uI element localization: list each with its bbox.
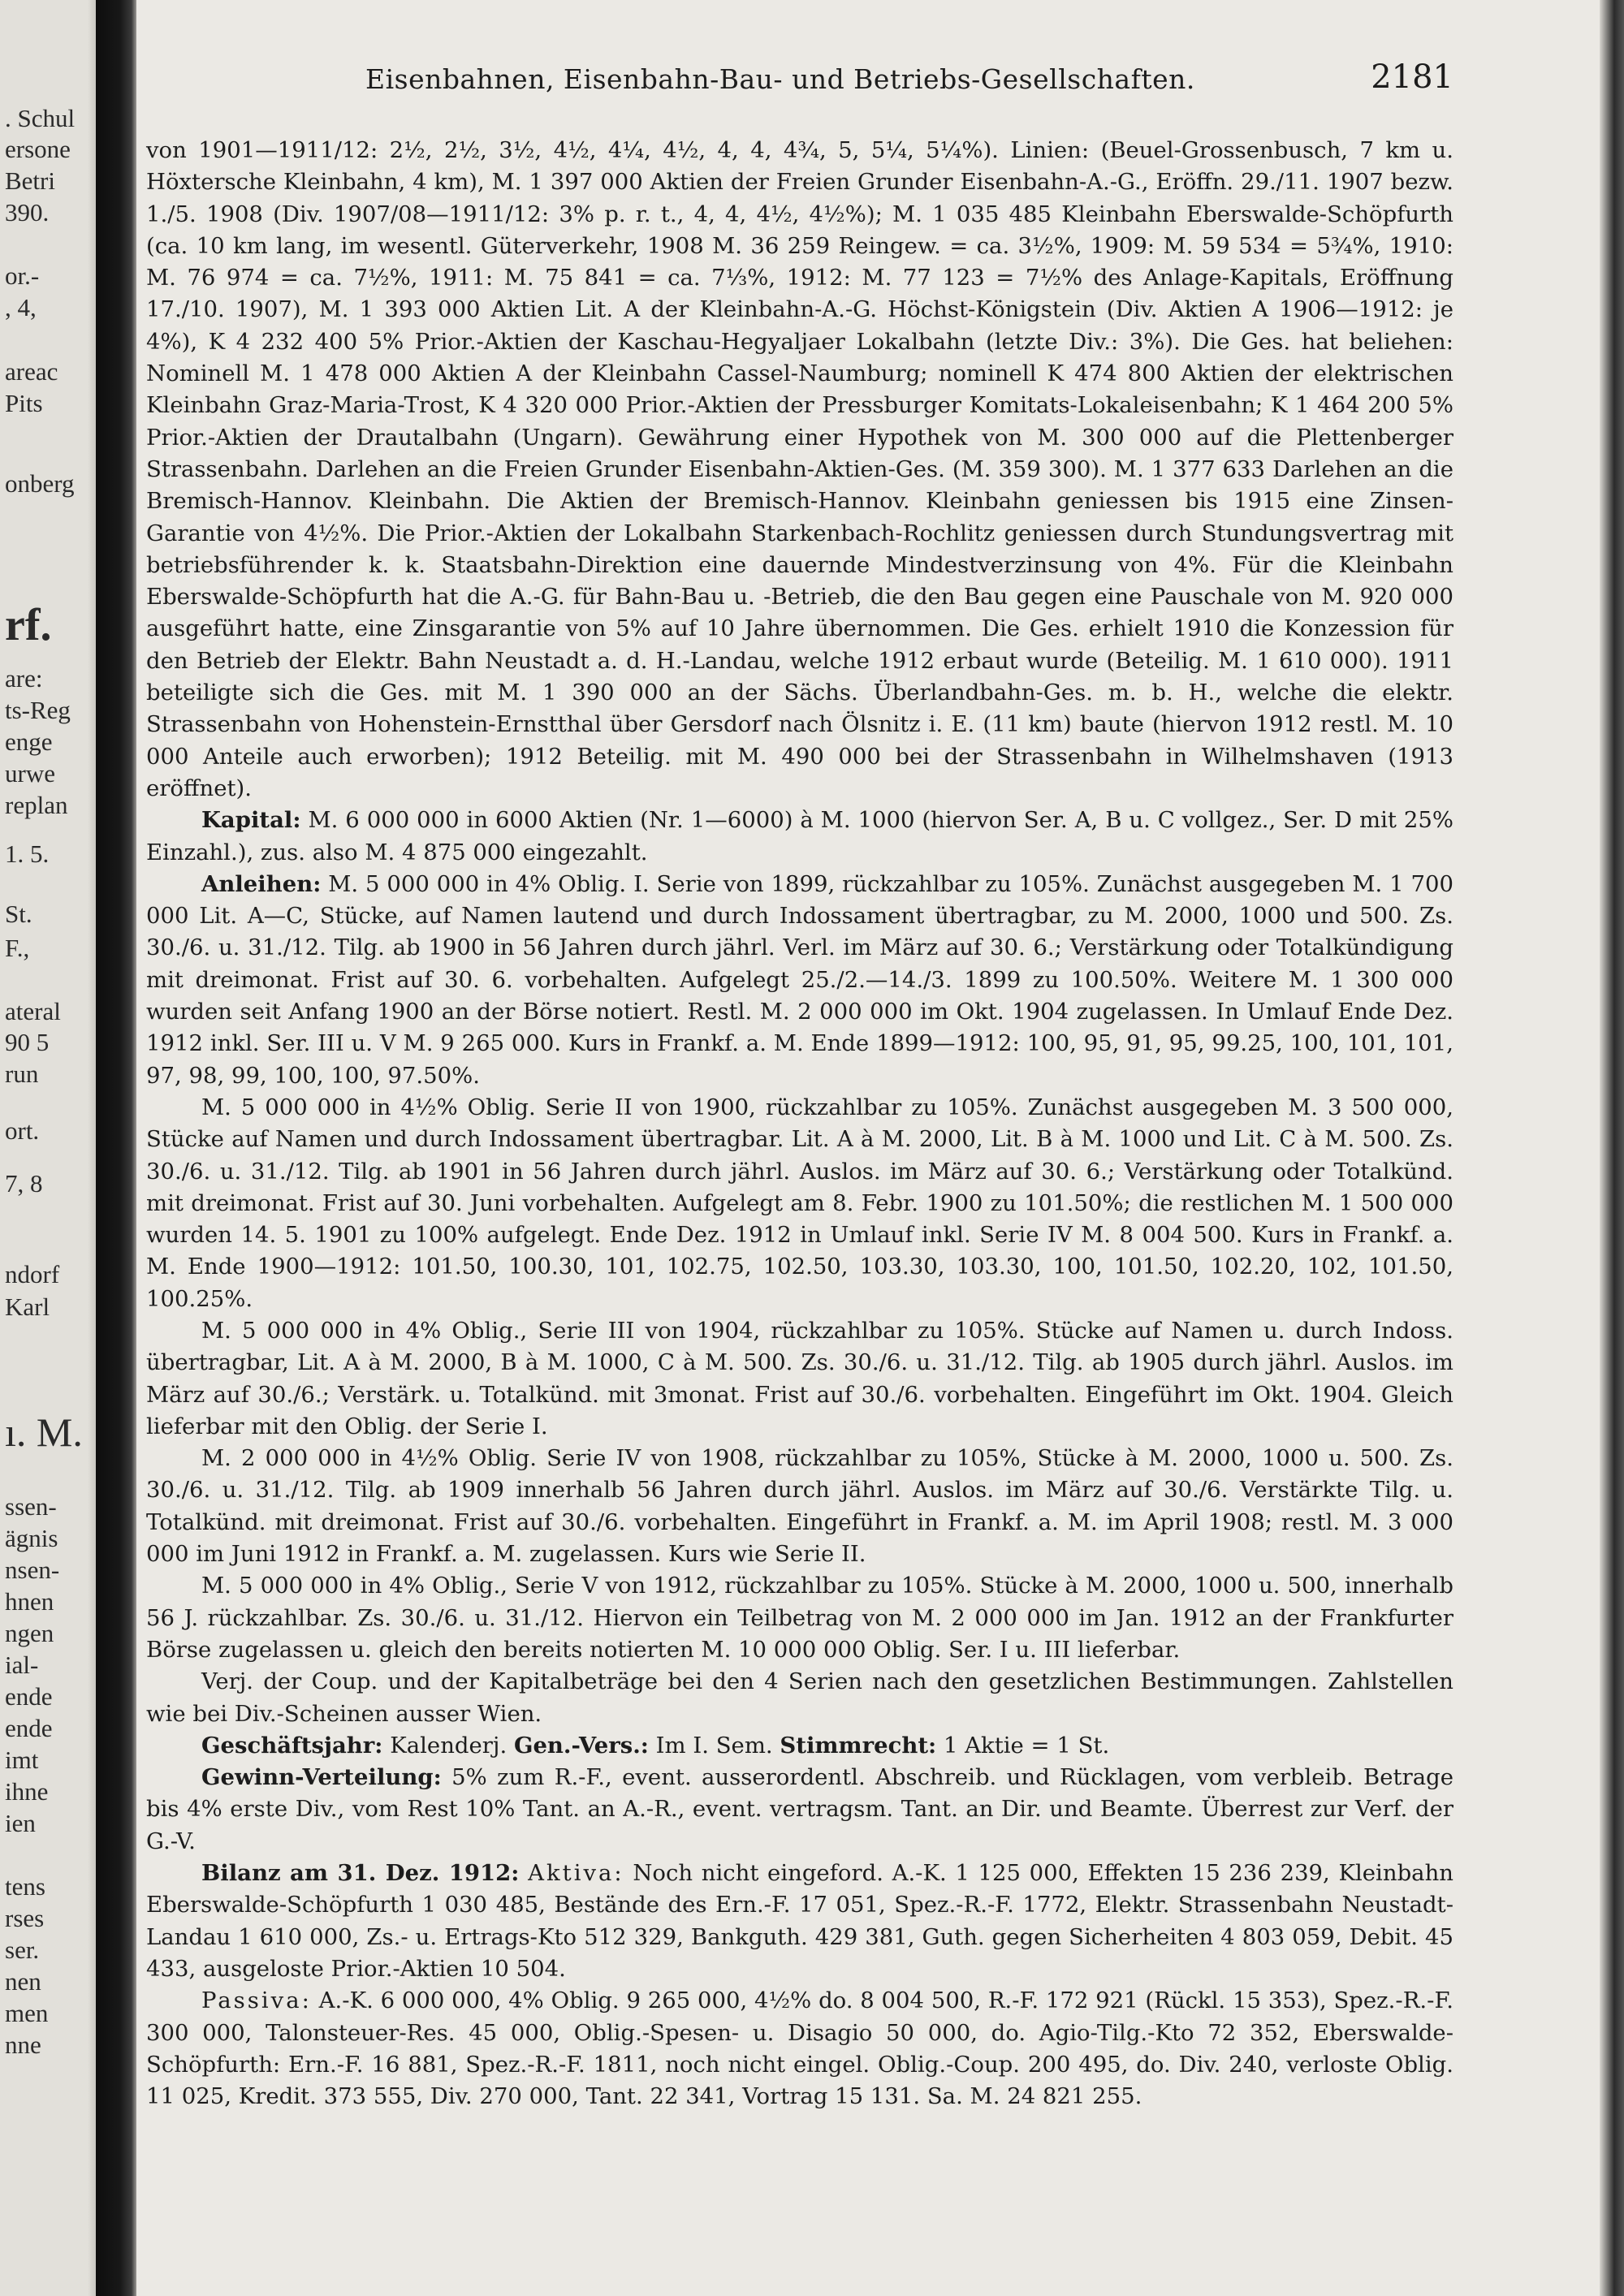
- paragraph-bilanz-aktiva: Bilanz am 31. Dez. 1912: Aktiva: Noch nicht eingeford. A.-K. 1 125 000, Effekten 15 236 239, Kleinbahn Eberswalde-Schöpfurth 1 030 485, Bestände des Ern.-F. 17 051, Spez.-R.-F. 1772, Elektr. Strassenbahn Neustadt-Landau 1 610 000, Zs.- u. Ertrags-Kto 512 329, Bankguth. 429 381, Guth. gegen Sicherheiten 4 803 059, Debit. 45 433, ausgeloste Prior.-Aktien 10 504.: [146, 1860, 1453, 1982]
- fragment: 90 5: [5, 1028, 50, 1056]
- fragment: , 4,: [5, 293, 37, 322]
- article-body: [146, 135, 1453, 2113]
- fragment: ser.: [5, 1936, 40, 1964]
- scan-margin-right: [1600, 0, 1624, 2296]
- fragment: tens: [5, 1872, 45, 1901]
- fragment: nsen-: [5, 1556, 60, 1584]
- running-header: [146, 57, 1453, 106]
- fragment: ts-Reg: [5, 696, 71, 724]
- fragment: areac: [5, 357, 58, 386]
- paragraph-gewinn-verteilung: Gewinn-Verteilung: 5% zum R.-F., event. ausserordentl. Abschreib. und Rücklagen, vom verbleib. Betrage bis 4% erste Div., vom Rest 10% Tant. an A.-R., event. vertragsm. Tant. an Dir. und Beamte. Überrest zur Verf. der G.-V.: [146, 1764, 1453, 1854]
- fragment: F.,: [5, 934, 30, 962]
- section-label: Gen.-Vers.:: [513, 1732, 649, 1759]
- section-label: Bilanz am 31. Dez. 1912:: [201, 1860, 520, 1887]
- fragment: ihne: [5, 1777, 49, 1806]
- fragment: . Schul: [5, 104, 76, 132]
- fragment: Betri: [5, 166, 55, 195]
- subsection-label: Passiva:: [201, 1987, 312, 2014]
- fragment: St.: [5, 900, 32, 928]
- fragment: 7, 8: [5, 1169, 43, 1198]
- fragment: ngen: [5, 1619, 54, 1647]
- fragment: enge: [5, 727, 53, 756]
- fragment: ende: [5, 1714, 53, 1742]
- fragment: urwe: [5, 759, 55, 788]
- paragraph-serie-3: M. 5 000 000 in 4% Oblig., Serie III von 1904, rückzahlbar zu 105%. Stücke auf Namen u. durch Indoss. übertragbar, Lit. A à M. 2000, B à M. 1000, C à M. 500. Zs. 30./6. u. 31./12. Tilg. ab 1905 durch jährl. Auslos. im März auf 30./6.; Verstärk. u. Totalkünd. mit 3monat. Frist auf 30./6. vorbehalten. Eingeführt im Okt. 1904. Gleich lieferbar mit den Oblig. der Serie I.: [146, 1317, 1453, 1439]
- running-title: Eisenbahnen, Eisenbahn-Bau- und Betriebs-Gesellschaften.: [365, 63, 1195, 95]
- fragment: ort.: [5, 1116, 40, 1145]
- fragment: ateral: [5, 997, 61, 1025]
- fragment: ial-: [5, 1651, 39, 1679]
- fragment: ı. M.: [5, 1409, 83, 1455]
- fragment: replan: [5, 791, 68, 819]
- fragment: nne: [5, 2031, 41, 2059]
- book-gutter-shadow: [96, 0, 136, 2296]
- section-label: Geschäftsjahr:: [201, 1732, 383, 1759]
- fragment: men: [5, 1999, 49, 2027]
- section-label: Gewinn-Verteilung:: [201, 1764, 442, 1791]
- paragraph-serie-5: M. 5 000 000 in 4% Oblig., Serie V von 1912, rückzahlbar zu 105%. Stücke à M. 2000, 1000 u. 500, innerhalb 56 J. rückzahlbar. Zs. 30./6. u. 31./12. Hiervon ein Teilbetrag von M. 2 000 000 im Jan. 1912 an der Frankfurter Börse zugelassen u. gleich den bereits notierten M. 10 000 000 Oblig. Ser. I u. III lieferbar.: [146, 1573, 1453, 1663]
- adjacent-page-fragments: [0, 0, 91, 2296]
- fragment: or.-: [5, 261, 40, 290]
- section-label: Stimmrecht:: [780, 1732, 937, 1759]
- paragraph-anleihen: Anleihen: M. 5 000 000 in 4% Oblig. I. Serie von 1899, rückzahlbar zu 105%. Zunächst ausgegeben M. 1 700 000 Lit. A—C, Stücke, auf Namen lautend und durch Indossament übertragbar, zu M. 2000, 1000 und 500. Zs. 30./6. u. 31./12. Tilg. ab 1900 in 56 Jahren durch jährl. Verl. im März auf 30. 6.; Verstärkung oder Totalkündigung mit dreimonat. Frist auf 30. 6. vorbehalten. Aufgelegt 25./2.—14./3. 1899 zu 100.50%. Weitere M. 1 300 000 wurden seit Anfang 1900 an der Börse notiert. Restl. M. 2 000 000 im Okt. 1904 zugelassen. In Umlauf Ende Dez. 1912 inkl. Ser. III u. V M. 9 265 000. Kurs in Frankf. a. M. Ende 1899—1912: 100, 95, 91, 95, 99.25, 100, 101, 101, 97, 98, 99, 100, 100, 97.50%.: [146, 870, 1453, 1089]
- paragraph-serie-4: M. 2 000 000 in 4½% Oblig. Serie IV von 1908, rückzahlbar zu 105%, Stücke à M. 2000, 1000 u. 500. Zs. 30./6. u. 31./12. Tilg. ab 1909 innerhalb 56 Jahren durch jährl. Auslos. im März auf 30./6. Verstärkte Tilg. u. Totalkünd. mit dreimonat. Frist auf 30./6. vorbehalten. Eingeführt in Frankf. a. M. im April 1908; restl. M. 3 000 000 im Juni 1912 in Frankf. a. M. zugelassen. Kurs wie Serie II.: [146, 1445, 1453, 1568]
- fragment: onberg: [5, 469, 75, 498]
- fragment: Karl: [5, 1293, 50, 1321]
- paragraph-verjaehrung: Verj. der Coup. und der Kapitalbeträge bei den 4 Serien nach den gesetzlichen Bestimmungen. Zahlstellen wie bei Div.-Scheinen ausser Wien.: [146, 1668, 1453, 1727]
- fragment: 1. 5.: [5, 839, 50, 868]
- fragment: ien: [5, 1809, 36, 1837]
- fragment: 390.: [5, 198, 50, 227]
- fragment: nen: [5, 1967, 41, 1996]
- fragment: imt: [5, 1746, 39, 1774]
- section-label: Anleihen:: [201, 870, 322, 897]
- fragment: are:: [5, 664, 43, 693]
- fragment: Pits: [5, 389, 43, 417]
- fragment: ndorf: [5, 1260, 60, 1288]
- fragment: rses: [5, 1904, 45, 1932]
- paragraph-lines: von 1901—1911/12: 2½, 2½, 3½, 4½, 4¼, 4½, 4, 4, 4¾, 5, 5¼, 5¼%). Linien: (Beuel-Grossenbusch, 7 km u. Höxtersche Kleinbahn, 4 km), M. 1 397 000 Aktien der Freien Grunder Eisenbahn-A.-G., Eröffn. 29./11. 1907 bezw. 1./5. 1908 (Div. 1907/08—1911/12: 3% p. r. t., 4, 4, 4½, 4½%); M. 1 035 485 Kleinbahn Eberswalde-Schöpfurth (ca. 10 km lang, im wesentl. Güterverkehr, 1908 M. 36 259 Reingew. = ca. 3½%, 1909: M. 59 534 = 5¾%, 1910: M. 76 974 = ca. 7½%, 1911: M. 75 841 = ca. 7⅓%, 1912: M. 77 123 = 7½% des Anlage-Kapitals, Eröffnung 17./10. 1907), M. 1 393 000 Aktien Lit. A der Kleinbahn-A.-G. Höchst-Königstein (Div. Aktien A 1906—1912: je 4%), K 4 232 400 5% Prior.-Aktien der Kaschau-Hegyaljaer Lokalbahn (letzte Div.: 3%). Die Ges. hat beliehen: Nominell M. 1 478 000 Aktien A der Kleinbahn Cassel-Naumburg; nominell K 474 800 Aktien der elektrischen Kleinbahn Graz-Maria-Trost, K 4 320 000 Prior.-Aktien der Pressburger Komitats-Lokaleisenbahn; K 1 464 200 5% Prior.-Aktien der Drautalbahn (Ungarn). Gewährung einer Hypothek von M. 300 000 auf die Plettenberger Strassenbahn. Darlehen an die Freien Grunder Eisenbahn-Aktien-Ges. (M. 359 300). M. 1 377 633 Darlehen an die Bremisch-Hannov. Kleinbahn. Die Aktien der Bremisch-Hannov. Kleinbahn geniessen bis 1915 eine Zinsen-Garantie von 4½%. Die Prior.-Aktien der Lokalbahn Starkenbach-Rochlitz geniessen durch Stundungsvertrag mit betriebsführender k. k. Staatsbahn-Direktion eine dauernde Mindestverzinsung von 4%. Für die Kleinbahn Eberswalde-Schöpfurth hat die A.-G. für Bahn-Bau u. -Betrieb, die den Bau gegen eine Pauschale von M. 920 000 ausgeführt hatte, eine Zinsgarantie von 5% auf 10 Jahre übernommen. Die Ges. erhielt 1910 die Konzession für den Betrieb der Elektr. Bahn Neustadt a. d. H.-Landau, welche 1912 erbaut wurde (Beteilig. M. 1 610 000). 1911 beteiligte sich die Ges. mit M. 1 390 000 an der Sächs. Überlandbahn-Ges. m. b. H., welche die elektr. Strassenbahn von Hohenstein-Ernstthal über Gersdorf nach Ölsnitz i. E. (11 km) baute (hiervon 1912 restl. M. 10 000 Anteile auch erworben); 1912 Beteilig. mit M. 490 000 bei der Strassenbahn in Wilhelmshaven (1913 eröffnet).: [146, 137, 1453, 801]
- fragment: ssen-: [5, 1492, 57, 1521]
- paragraph-serie-2: M. 5 000 000 in 4½% Oblig. Serie II von 1900, rückzahlbar zu 105%. Zunächst ausgegeben M. 3 500 000, Stücke auf Namen und durch Indossament übertragbar. Lit. A à M. 2000, Lit. B à M. 1000 und Lit. C à M. 500. Zs. 30./6. u. 31./12. Tilg. ab 1901 in 56 Jahren durch jährl. Auslos. im März auf 30. 6.; Verstärkung oder Totalkünd. mit dreimonat. Frist auf 30. Juni vorbehalten. Aufgelegt am 8. Febr. 1900 zu 101.50%; die restlichen M. 1 500 000 wurden 14. 5. 1901 zu 100% aufgelegt. Ende Dez. 1912 in Umlauf inkl. Serie IV M. 8 004 500. Kurs in Frankf. a. M. Ende 1900—1912: 101.50, 100.30, 101, 102.75, 102.50, 103.30, 103.30, 100, 101.50, 102.20, 102, 101.50, 100.25%.: [146, 1094, 1453, 1312]
- fragment: rf.: [5, 600, 52, 650]
- fragment: ägnis: [5, 1524, 58, 1552]
- fragment: ende: [5, 1682, 53, 1711]
- paragraph-bilanz-passiva: Passiva: A.-K. 6 000 000, 4% Oblig. 9 265 000, 4½% do. 8 004 500, R.-F. 172 921 (Rückl. 15 353), Spez.-R.-F. 300 000, Talonsteuer-Res. 45 000, Oblig.-Spesen- u. Disagio 50 000, do. Agio-Tilg.-Kto 72 352, Eberswalde-Schöpfurth: Ern.-F. 16 881, Spez.-R.-F. 1811, noch nicht eingel. Oblig.-Coup. 200 495, do. Div. 240, verloste Oblig. 11 025, Kredit. 373 555, Div. 270 000, Tant. 22 341, Vortrag 15 131. Sa. M. 24 821 255.: [146, 1987, 1453, 2110]
- paragraph-kapital: Kapital: M. 6 000 000 in 6000 Aktien (Nr. 1—6000) à M. 1000 (hiervon Ser. A, B u. C vollgez., Ser. D mit 25% Einzahl.), zus. also M. 4 875 000 eingezahlt.: [146, 807, 1454, 865]
- fragment: ersone: [5, 135, 71, 163]
- fragment: run: [5, 1060, 39, 1088]
- section-label: Kapital:: [201, 807, 301, 834]
- subsection-label: Aktiva:: [528, 1860, 624, 1887]
- fragment: hnen: [5, 1587, 54, 1616]
- page-number: 2181: [1371, 58, 1453, 96]
- paragraph-geschaeftsjahr: Geschäftsjahr: Kalenderj. Gen.-Vers.: Im I. Sem. Stimmrecht: 1 Aktie = 1 St.: [201, 1732, 1110, 1759]
